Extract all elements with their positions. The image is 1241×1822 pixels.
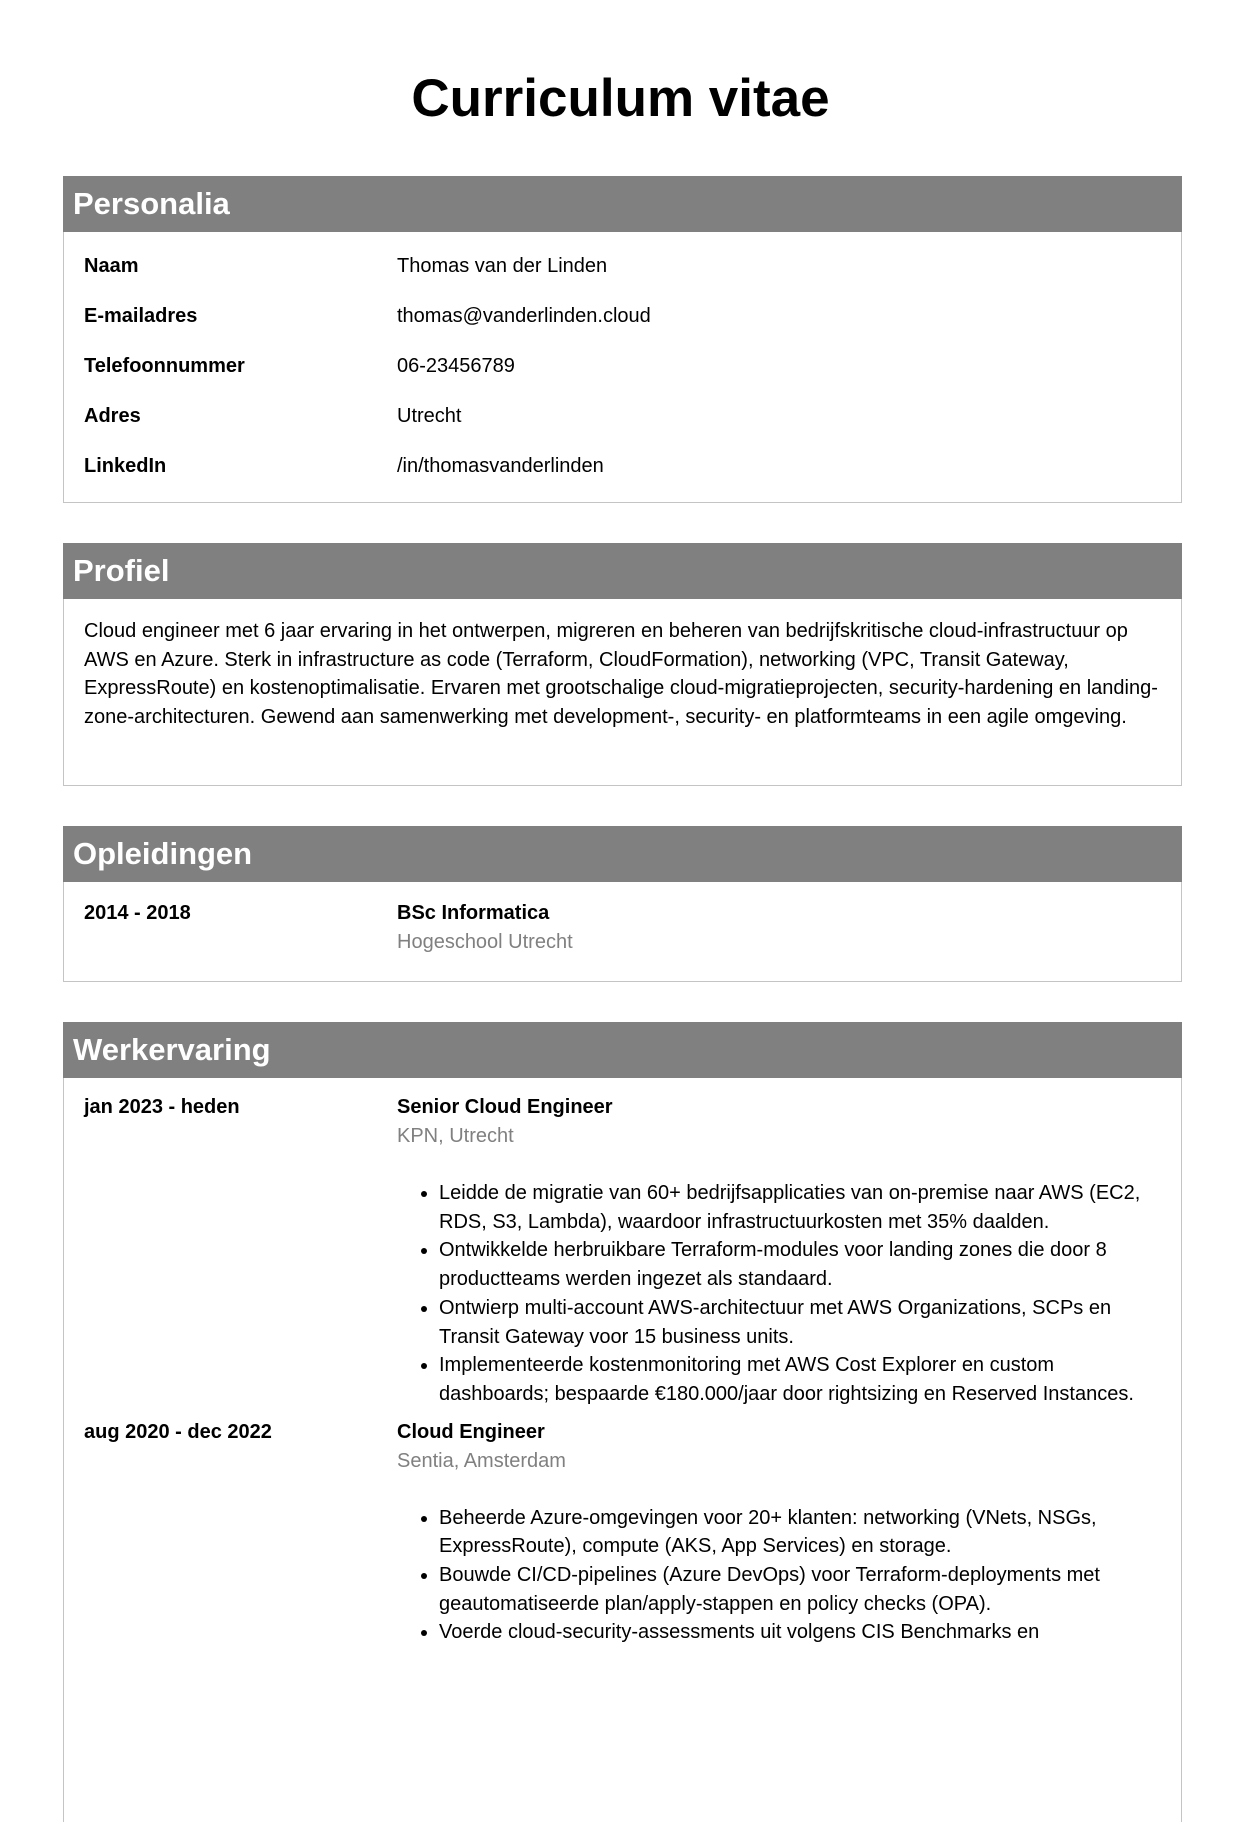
opleidingen-section [63,826,1182,982]
list-item: • Bouwde CI/CD-pipelines (Azure DevOps) voor Terraform-deployments met geautomatiseerde plan/apply-stappen en policy checks (OPA). [439,1561,1161,1618]
row-label: Adres [84,405,141,427]
personalia-heading: Personalia [63,176,1182,232]
list-item: • Leidde de migratie van 60+ bedrijfsapplicaties van on-premise naar AWS (EC2, RDS, S3, Lambda), waardoor infrastructuurkosten met 35% daalden. [439,1179,1161,1236]
job-entry [84,1093,1161,1409]
job-company: KPN, Utrecht [397,1125,514,1147]
list-item: • Implementeerde kostenmonitoring met AWS Cost Explorer en custom dashboards; bespaarde €180.000/jaar door rightsizing en Reserved Instances. [439,1351,1161,1408]
list-item: • Beheerde Azure-omgevingen voor 20+ klanten: networking (VNets, NSGs, ExpressRoute), compute (AKS, App Services) en storage. [439,1504,1161,1561]
list-item: • Ontwierp multi-account AWS-architectuur met AWS Organizations, SCPs en Transit Gateway voor 15 business units. [439,1294,1161,1351]
personalia-row-telefoon [84,352,1161,402]
profiel-heading: Profiel [63,543,1182,599]
page-title: Curriculum vitae [411,69,830,128]
profile-text: Cloud engineer met 6 jaar ervaring in het ontwerpen, migreren en beheren van bedrijfskritische cloud-infrastructuur op AWS en Azure. Sterk in infrastructure as code (Terraform, CloudFormation), networking (VPC, Transit Gateway, ExpressRoute) en kostenoptimalisatie. Ervaren met grootschalige cloud-migratieprojecten, security-hardening en landing-zone-architecturen. Gewend aan samenwerking met development-, security- en platformteams in een agile omgeving. [84,620,1158,728]
row-value: Utrecht [397,405,462,427]
list-item: • Voerde cloud-security-assessments uit volgens CIS Benchmarks en [439,1618,1161,1647]
row-value: /in/thomasvanderlinden [397,455,604,477]
personalia-row-email [84,302,1161,352]
list-item: • Ontwikkelde herbruikbare Terraform-modules voor landing zones die door 8 productteams werden ingezet als standaard. [439,1236,1161,1293]
row-value: thomas@vanderlinden.cloud [397,305,651,327]
job-entry [84,1418,1161,1648]
row-label: Telefoonnummer [84,355,245,377]
job-bullets [397,1504,1161,1648]
personalia-row-linkedin [84,452,1161,502]
education-institution: Hogeschool Utrecht [397,931,573,953]
row-label: E-mailadres [84,305,198,327]
education-entry [84,899,1161,957]
row-value: 06-23456789 [397,355,515,377]
row-label: Naam [84,255,139,277]
education-period: 2014 - 2018 [84,902,191,924]
row-label: LinkedIn [84,455,167,477]
job-period: jan 2023 - heden [84,1096,240,1118]
job-company: Sentia, Amsterdam [397,1449,566,1472]
personalia-row-adres [84,402,1161,452]
profiel-section [63,543,1182,786]
education-title: BSc Informatica [397,902,550,924]
job-bullets [397,1179,1161,1409]
row-value: Thomas van der Linden [397,255,608,277]
personalia-section [63,176,1182,503]
job-title: Senior Cloud Engineer [397,1096,613,1118]
opleidingen-heading: Opleidingen [63,826,1182,882]
personalia-row-naam [84,252,1161,302]
werkervaring-heading: Werkervaring [63,1022,1182,1078]
werkervaring-section [63,1022,1182,1822]
job-title: Cloud Engineer [397,1420,545,1443]
job-period: aug 2020 - dec 2022 [84,1420,272,1443]
